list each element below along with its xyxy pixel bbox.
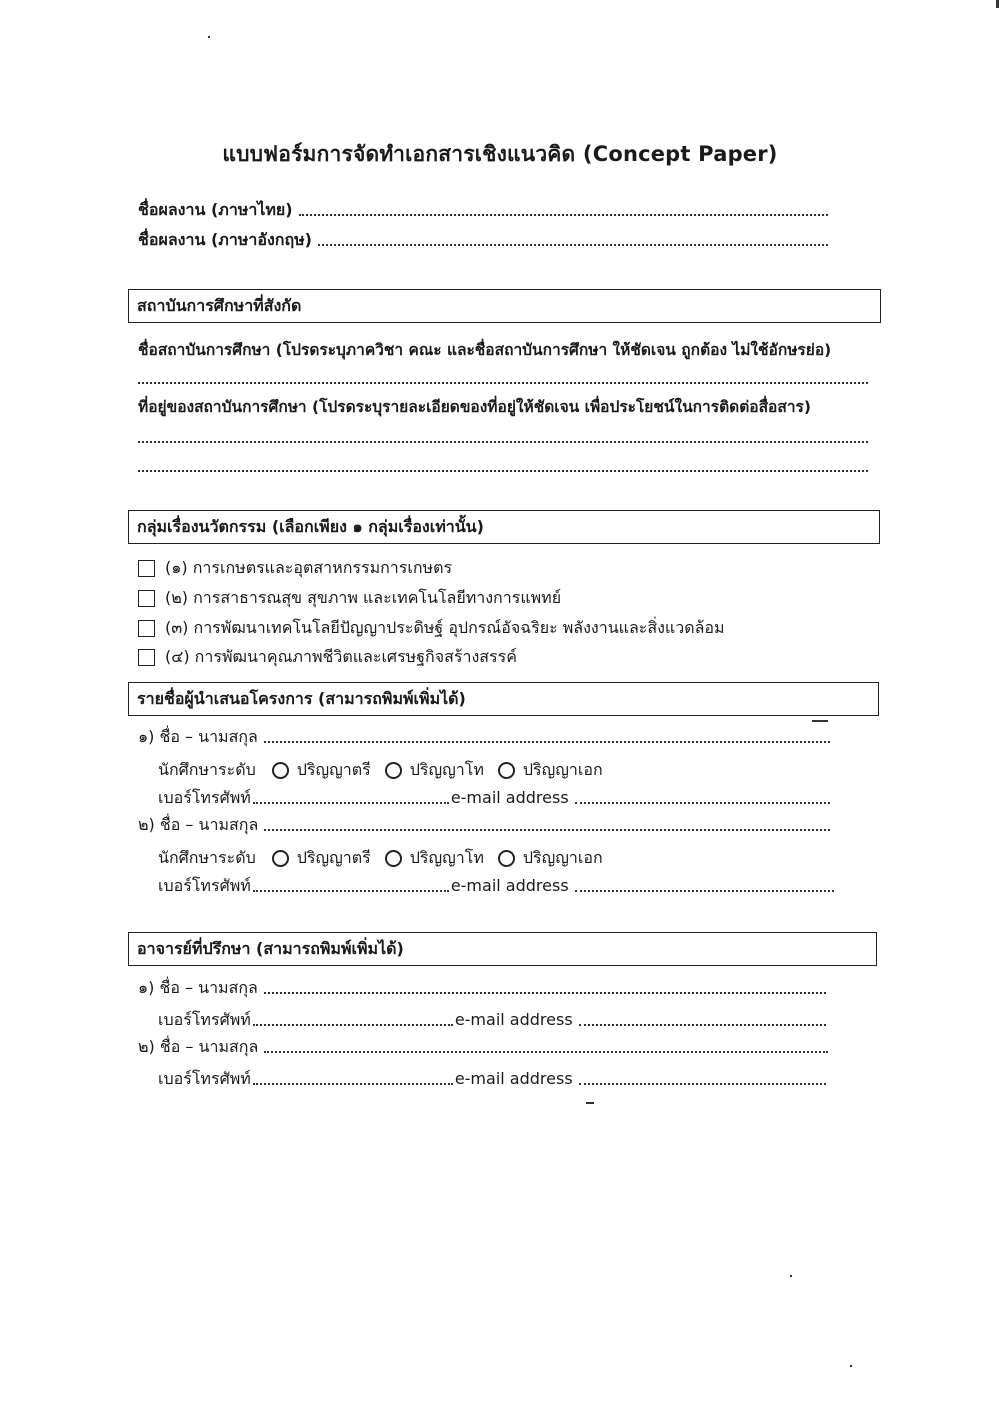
presenter-1-level-row bbox=[158, 758, 603, 783]
advisor-2-contact-row bbox=[158, 1069, 830, 1089]
presenter-1-contact-row bbox=[158, 788, 834, 808]
innovation-checkbox-3[interactable] bbox=[138, 620, 155, 637]
innovation-option-2[interactable] bbox=[138, 586, 561, 611]
advisor-1-email-label: e-mail address bbox=[454, 1010, 573, 1029]
institution-address-row bbox=[138, 397, 811, 417]
presenter-1-name-field[interactable] bbox=[264, 741, 830, 743]
presenter-2-level-bachelor: ปริญญาตรี bbox=[296, 848, 371, 867]
advisor-2-email-field[interactable] bbox=[579, 1083, 826, 1085]
presenter-1-email-field[interactable] bbox=[575, 802, 830, 804]
form-title: แบบฟอร์มการจัดทำเอกสารเชิงแนวคิด (Concept Paper) bbox=[222, 142, 778, 166]
institution-name-row bbox=[138, 340, 831, 360]
presenter-2-email-label: e-mail address bbox=[450, 876, 569, 895]
advisor-2-phone-field[interactable] bbox=[253, 1083, 453, 1085]
innovation-heading: กลุ่มเรื่องนวัตกรรม (เลือกเพียง ๑ กลุ่มเรื่องเท่านั้น) bbox=[137, 516, 484, 536]
presenter-2-radio-bachelor[interactable] bbox=[272, 850, 289, 867]
advisor-1-phone-label: เบอร์โทรศัพท์ bbox=[158, 1010, 251, 1029]
presenter-2-level-row bbox=[158, 846, 603, 871]
presenter-1-name-row bbox=[138, 727, 834, 747]
institution-address-field-2[interactable] bbox=[138, 470, 868, 472]
presenters-heading-box bbox=[128, 682, 879, 716]
scan-mark bbox=[208, 36, 210, 38]
presenter-2-email-field[interactable] bbox=[575, 890, 834, 892]
presenter-2-level-master: ปริญญาโท bbox=[409, 848, 484, 867]
presenter-2-phone-field[interactable] bbox=[253, 890, 449, 892]
presenter-1-phone-label: เบอร์โทรศัพท์ bbox=[158, 788, 251, 807]
innovation-option-3[interactable] bbox=[138, 616, 725, 641]
presenter-1-radio-doctoral[interactable] bbox=[498, 762, 515, 779]
innovation-checkbox-4[interactable] bbox=[138, 649, 155, 666]
presenter-2-name-label: ๒) ชื่อ – นามสกุล bbox=[138, 815, 259, 834]
presenter-1-radio-bachelor[interactable] bbox=[272, 762, 289, 779]
presenter-1-level-bachelor: ปริญญาตรี bbox=[296, 760, 371, 779]
presenter-2-level-doctoral: ปริญญาเอก bbox=[522, 848, 603, 867]
presenter-2-radio-master[interactable] bbox=[385, 850, 402, 867]
advisors-heading: อาจารย์ที่ปรึกษา (สามารถพิมพ์เพิ่มได้) bbox=[137, 938, 404, 958]
project-name-en-label: ชื่อผลงาน (ภาษาอังกฤษ) bbox=[138, 230, 312, 249]
innovation-option-4[interactable] bbox=[138, 645, 517, 670]
innovation-option-label-1: (๑) การเกษตรและอุตสาหกรรมการเกษตร bbox=[165, 558, 453, 577]
project-name-th-field[interactable] bbox=[299, 214, 828, 216]
innovation-option-label-2: (๒) การสาธารณสุข สุขภาพ และเทคโนโลยีทางการแพทย์ bbox=[165, 588, 562, 607]
advisor-2-name-row bbox=[138, 1037, 832, 1057]
project-name-en-row bbox=[138, 230, 832, 250]
presenter-1-level-doctoral: ปริญญาเอก bbox=[522, 760, 603, 779]
scan-mark bbox=[790, 1275, 792, 1277]
advisor-2-name-field[interactable] bbox=[264, 1051, 828, 1053]
project-name-th-row bbox=[138, 200, 832, 220]
advisor-1-contact-row bbox=[158, 1010, 830, 1030]
institution-name-label: ชื่อสถาบันการศึกษา (โปรดระบุภาควิชา คณะ และชื่อสถาบันการศึกษา ให้ชัดเจน ถูกต้อง ไม่ใช้อักษรย่อ) bbox=[138, 341, 832, 359]
project-name-en-field[interactable] bbox=[318, 244, 828, 246]
advisor-2-phone-label: เบอร์โทรศัพท์ bbox=[158, 1069, 251, 1088]
institution-name-field[interactable] bbox=[138, 382, 868, 384]
presenter-2-name-row bbox=[138, 815, 834, 835]
presenter-1-level-label: นักศึกษาระดับ bbox=[158, 760, 256, 779]
scan-mark bbox=[996, 0, 999, 8]
advisor-1-phone-field[interactable] bbox=[253, 1024, 453, 1026]
institution-address-field-1[interactable] bbox=[138, 441, 868, 443]
presenter-1-email-label: e-mail address bbox=[450, 788, 569, 807]
advisor-2-email-label: e-mail address bbox=[454, 1069, 573, 1088]
presenters-heading: รายชื่อผู้นำเสนอโครงการ (สามารถพิมพ์เพิ่มได้) bbox=[137, 688, 466, 708]
project-name-th-label: ชื่อผลงาน (ภาษาไทย) bbox=[138, 200, 293, 219]
innovation-checkbox-2[interactable] bbox=[138, 590, 155, 607]
scan-mark bbox=[586, 1102, 594, 1104]
innovation-option-1[interactable] bbox=[138, 556, 452, 581]
presenter-1-name-label: ๑) ชื่อ – นามสกุล bbox=[138, 727, 258, 746]
scan-mark bbox=[812, 720, 828, 722]
innovation-checkbox-1[interactable] bbox=[138, 560, 155, 577]
presenter-1-radio-master[interactable] bbox=[385, 762, 402, 779]
advisor-1-email-field[interactable] bbox=[579, 1024, 826, 1026]
presenter-2-phone-label: เบอร์โทรศัพท์ bbox=[158, 876, 251, 895]
advisor-1-name-label: ๑) ชื่อ – นามสกุล bbox=[138, 978, 258, 997]
presenter-2-name-field[interactable] bbox=[264, 829, 830, 831]
presenter-2-radio-doctoral[interactable] bbox=[498, 850, 515, 867]
advisors-heading-box bbox=[128, 932, 877, 966]
presenter-2-contact-row bbox=[158, 876, 838, 896]
innovation-heading-box bbox=[128, 510, 880, 544]
presenter-1-phone-field[interactable] bbox=[253, 802, 449, 804]
scan-mark bbox=[850, 1365, 852, 1367]
presenter-2-level-label: นักศึกษาระดับ bbox=[158, 848, 256, 867]
advisor-1-name-field[interactable] bbox=[264, 992, 826, 994]
innovation-option-label-3: (๓) การพัฒนาเทคโนโลยีปัญญาประดิษฐ์ อุปกรณ์อัจฉริยะ พลังงานและสิ่งแวดล้อม bbox=[165, 618, 725, 637]
institution-address-label: ที่อยู่ของสถาบันการศึกษา (โปรดระบุรายละเอียดของที่อยู่ให้ชัดเจน เพื่อประโยชน์ในการติดต่อสื่อสาร) bbox=[138, 398, 811, 416]
institution-heading-box bbox=[128, 289, 881, 323]
advisor-1-name-row bbox=[138, 978, 830, 998]
advisor-2-name-label: ๒) ชื่อ – นามสกุล bbox=[138, 1037, 259, 1056]
institution-heading: สถาบันการศึกษาที่สังกัด bbox=[137, 295, 302, 315]
presenter-1-level-master: ปริญญาโท bbox=[409, 760, 484, 779]
innovation-option-label-4: (๔) การพัฒนาคุณภาพชีวิตและเศรษฐกิจสร้างสรรค์ bbox=[165, 647, 517, 666]
